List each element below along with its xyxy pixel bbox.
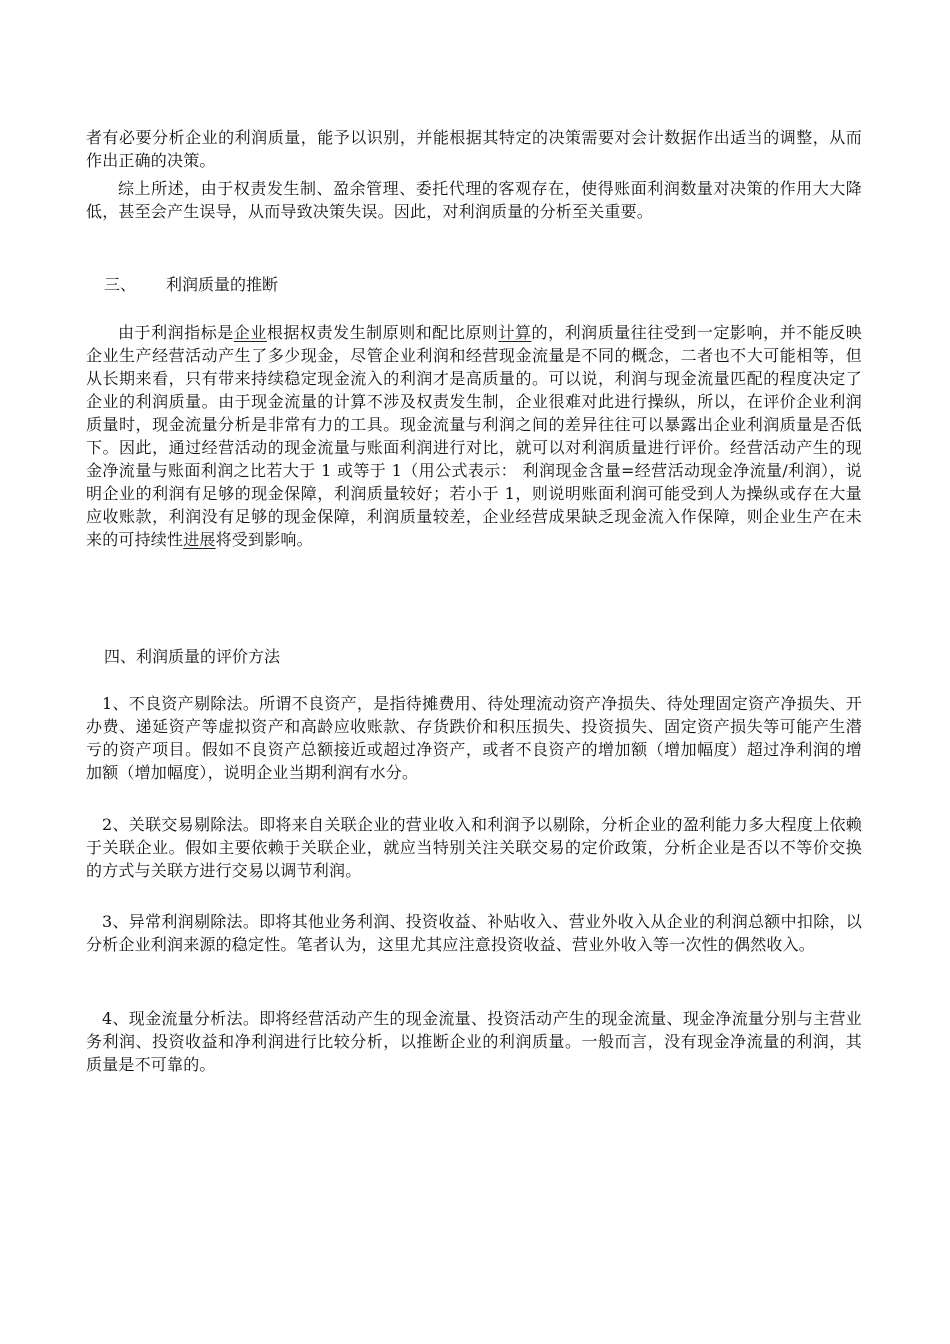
s3-text-3: 的，利润质量往往受到一定影响，并不能反映企业生产经营活动产生了多少现金，尽管企业利润和经营现金流量是不同的概念，二者也不大可能相等，但从长期来看，只有带来持续稳定现金流入的利润才是高质量的。可以说，利润与现金流量匹配的程度决定了企业的利润质量。由于现金流量的计算不涉及权责发生制，企业很难对此进行操纵，所以，在评价企业利润质量时，现金流量分析是非常有力的工具。现金流量与利润之间的差异往往可以暴露出企业利润质量是否低下。因此，通过经营活动的现金流量与账面利润进行对比，就可以对利润质量进行评价。经营活动产生的现金净流量与账面利润之比若大于 1 或等于 1（用公式表示： 利润现金含量=经营活动现金净流量/利润），说明企业的利润有足够的现金保障，利润质量较好；若小于 1，则说明账面利润可能受到人为操纵或存在大量应收账款，利润没有足够的现金保障，利润质量较差，企业经营成果缺乏现金流入作保障，则企业生产在未来的可持续性 [86,323,862,549]
s3-text-2: 根据权责发生制原则和配比原则 [266,323,499,342]
method-4-paragraph: 4、现金流量分析法。即将经营活动产生的现金流量、投资活动产生的现金流量、现金净流量分别与主营业务利润、投资收益和净利润进行比较分析，以推断企业的利润质量。一般而言，没有现金净流量的利润，其质量是不可靠的。 [86,1009,862,1074]
section-3-number: 三、 [104,275,137,294]
section-3-title: 利润质量的推断 [166,275,279,294]
link-progress[interactable]: 进展 [183,530,216,549]
section-4-heading: 四、利润质量的评价方法 [104,647,281,666]
summary-paragraph: 综上所述，由于权责发生制、盈余管理、委托代理的客观存在，使得账面利润数量对决策的作用大大降低，甚至会产生误导，从而导致决策失误。因此，对利润质量的分析至关重要。 [86,179,862,221]
s3-text-4: 将受到影响。 [215,530,313,549]
link-enterprise[interactable]: 企业 [233,323,267,342]
section-3-paragraph [86,321,862,551]
link-calculation[interactable]: 计算 [498,323,532,342]
s3-text-1: 由于利润指标是 [118,323,234,342]
method-1-paragraph: 1、不良资产剔除法。所谓不良资产，是指待摊费用、待处理流动资产净损失、待处理固定资产净损失、开办费、递延资产等虚拟资产和高龄应收账款、存货跌价和积压损失、投资损失、固定资产损失等可能产生潜亏的资产项目。假如不良资产总额接近或超过净资产，或者不良资产的增加额（增加幅度）超过净利润的增加额（增加幅度），说明企业当期利润有水分。 [86,694,862,782]
intro-continued-paragraph: 者有必要分析企业的利润质量，能予以识别，并能根据其特定的决策需要对会计数据作出适当的调整，从而作出正确的决策。 [86,128,862,170]
section-3-heading [104,273,278,296]
method-3-paragraph: 3、异常利润剔除法。即将其他业务利润、投资收益、补贴收入、营业外收入从企业的利润总额中扣除，以分析企业利润来源的稳定性。笔者认为，这里尤其应注意投资收益、营业外收入等一次性的偶然收入。 [86,912,862,954]
method-2-paragraph: 2、关联交易剔除法。即将来自关联企业的营业收入和利润予以剔除，分析企业的盈利能力多大程度上依赖于关联企业。假如主要依赖于关联企业，就应当特别关注关联交易的定价政策，分析企业是否以不等价交换的方式与关联方进行交易以调节利润。 [86,815,862,880]
